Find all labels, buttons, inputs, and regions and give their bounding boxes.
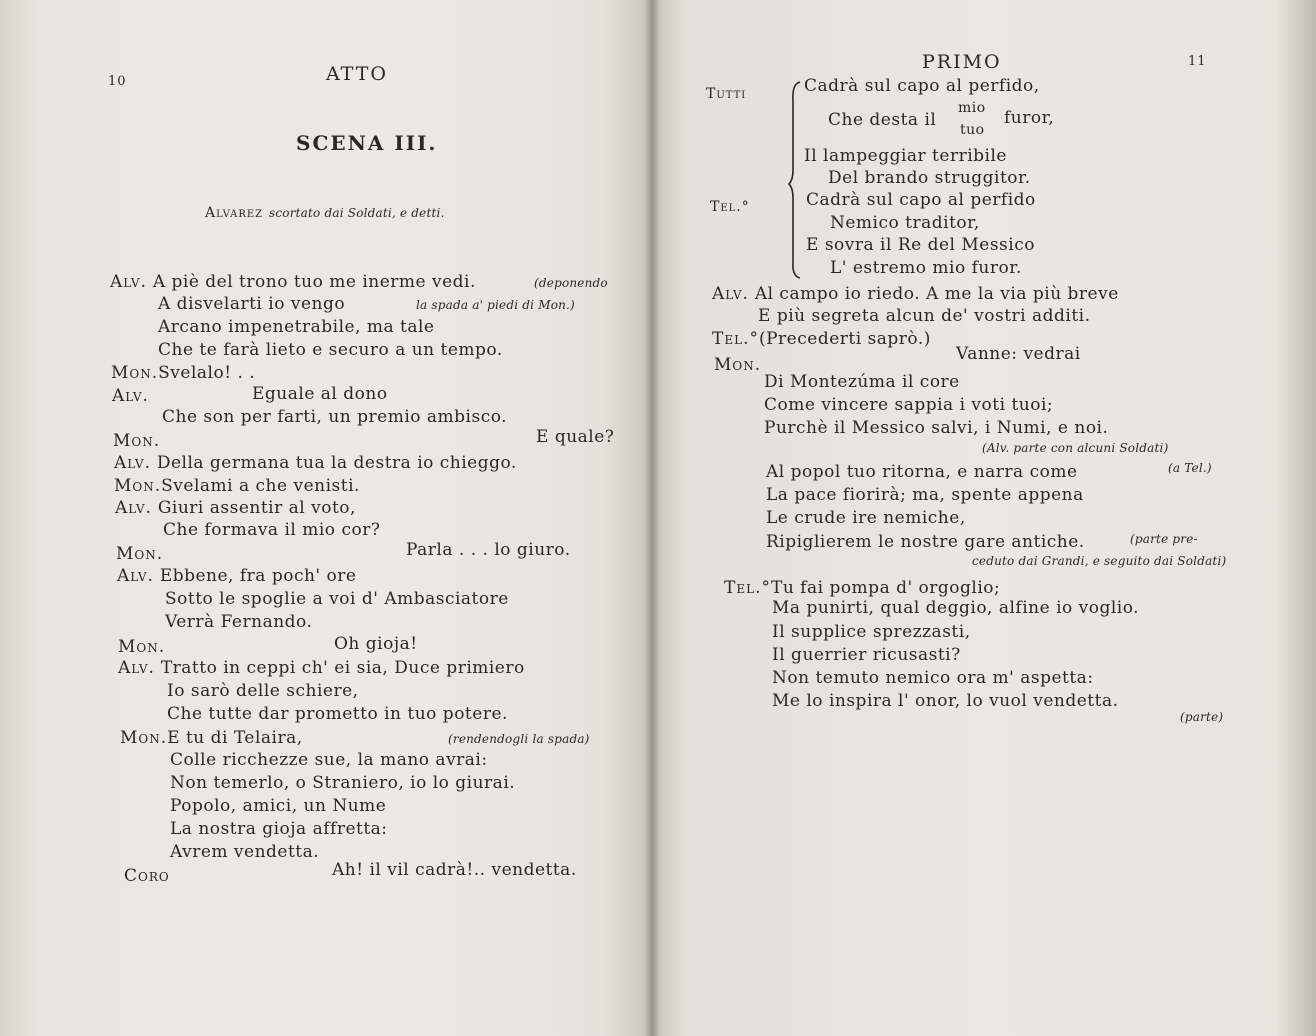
line-text: Ebbene, fra poch' ore <box>159 566 357 586</box>
verse-line: L' estremo mio furor. <box>830 258 1022 278</box>
speaker-name: Alv. <box>110 272 147 292</box>
verse-line <box>120 728 303 748</box>
verse-line: Verrà Fernando. <box>165 612 313 632</box>
verse-line <box>114 476 360 496</box>
line-text: Giuri assentir al voto, <box>157 498 356 518</box>
verse-line: Ripiglierem le nostre gare antiche. <box>766 532 1085 552</box>
line-text: Al campo io riedo. A me la via più breve <box>754 284 1119 304</box>
page-number: 11 <box>1188 54 1207 69</box>
page-number: 10 <box>108 74 127 89</box>
stage-direction <box>205 202 445 223</box>
verse-line: Purchè il Messico salvi, i Numi, e noi. <box>764 418 1109 438</box>
verse-line: Eguale al dono <box>252 384 388 404</box>
speaker-name: Alv. <box>712 284 749 304</box>
speaker-name: Alv. <box>115 498 152 518</box>
verse-line: Del brando struggitor. <box>828 168 1031 188</box>
verse-line: Oh gioja! <box>334 634 418 654</box>
running-head: ATTO <box>326 63 388 85</box>
verse-line: Al popol tuo ritorna, e narra come <box>766 462 1078 482</box>
alt-word: mio <box>958 100 986 116</box>
verse-line: Io sarò delle schiere, <box>167 681 359 701</box>
speaker-name: Mon. <box>114 476 162 496</box>
speaker-name: Mon. <box>118 637 166 657</box>
verse-line: Che formava il mio cor? <box>163 520 381 540</box>
stage-direction-text: scortato dai Soldati, e detti. <box>269 206 445 220</box>
verse-line: furor, <box>1004 108 1055 128</box>
line-text: Della germana tua la destra io chieggo. <box>156 453 517 473</box>
stage-note: la spada a' piedi di Mon.) <box>416 298 575 312</box>
left-page <box>0 0 652 1036</box>
verse-line <box>712 329 931 349</box>
verse-line <box>114 453 517 473</box>
verse-line: Ma punirti, qual deggio, alfine io voglio. <box>772 598 1140 618</box>
verse-line: E più segreta alcun de' vostri additi. <box>758 306 1091 326</box>
verse-line: Avrem vendetta. <box>170 842 320 862</box>
speaker-name: Tel.° <box>712 329 759 349</box>
stage-note: (a Tel.) <box>1168 461 1212 475</box>
verse-line: Il guerrier ricusasti? <box>772 645 961 665</box>
stage-note: (rendendogli la spada) <box>448 732 590 746</box>
verse-line: Che tutte dar prometto in tuo potere. <box>167 704 508 724</box>
speaker-name: Mon. <box>113 431 161 451</box>
line-text: Tratto in ceppi ch' ei sia, Duce primiero <box>160 658 525 678</box>
speaker-name: Tel.° <box>724 578 771 598</box>
verse-line: Non temerlo, o Straniero, io lo giurai. <box>170 773 516 793</box>
brace-icon <box>788 80 802 280</box>
verse-line: Che te farà lieto e securo a un tempo. <box>158 340 503 360</box>
verse-line: Me lo inspira l' onor, lo vuol vendetta. <box>772 691 1119 711</box>
verse-line: La pace fiorirà; ma, spente appena <box>766 485 1084 505</box>
line-text: Svelalo! . . <box>158 363 256 383</box>
verse-line: Il lampeggiar terribile <box>804 146 1007 166</box>
speaker-name: Tutti <box>706 86 747 102</box>
book-gutter <box>644 0 660 1036</box>
verse-line: Vanne: vedrai <box>956 344 1081 364</box>
verse-line: Che son per farti, un premio ambisco. <box>162 407 508 427</box>
line-text: E tu di Telaira, <box>167 728 303 748</box>
verse-line: Arcano impenetrabile, ma tale <box>158 317 435 337</box>
verse-line: Cadrà sul capo al perfido <box>806 190 1036 210</box>
verse-line: Popolo, amici, un Nume <box>170 796 387 816</box>
verse-line <box>118 658 525 678</box>
verse-line: Non temuto nemico ora m' aspetta: <box>772 668 1094 688</box>
verse-line: E sovra il Re del Messico <box>806 235 1035 255</box>
verse-line: Nemico traditor, <box>830 213 980 233</box>
speaker-name: Coro <box>124 866 170 886</box>
verse-line: Sotto le spoglie a voi d' Ambasciatore <box>165 589 509 609</box>
speaker-name: Alv. <box>112 386 149 406</box>
verse-line: Le crude ire nemiche, <box>766 508 966 528</box>
speaker-name: Mon. <box>116 544 164 564</box>
verse-line: Come vincere sappia i voti tuoi; <box>764 395 1054 415</box>
verse-line: Colle ricchezze sue, la mano avrai: <box>170 750 488 770</box>
speaker-name: Alv. <box>117 566 154 586</box>
line-text: A piè del trono tuo me inerme vedi. <box>152 272 476 292</box>
verse-line: Parla . . . lo giuro. <box>406 540 571 560</box>
stage-note: (deponendo <box>534 276 608 290</box>
verse-line: Cadrà sul capo al perfido, <box>804 76 1040 96</box>
speaker-name: Tel.° <box>710 199 750 215</box>
line-text: Tu fai pompa d' orgoglio; <box>770 578 1001 598</box>
verse-line <box>117 566 356 586</box>
verse-line: A disvelarti io vengo <box>158 294 346 314</box>
speaker-name: Alv. <box>114 453 151 473</box>
stage-note: (parte pre- <box>1130 532 1198 546</box>
verse-line <box>115 498 356 518</box>
verse-line <box>724 578 1000 598</box>
right-page <box>652 0 1316 1036</box>
speaker-name: Alvarez <box>205 205 264 221</box>
line-text: (Precederti saprò.) <box>758 329 931 349</box>
verse-line: Ah! il vil cadrà!.. vendetta. <box>332 860 577 880</box>
alt-word: tuo <box>960 122 985 138</box>
stage-note: (Alv. parte con alcuni Soldati) <box>982 441 1169 455</box>
verse-line: E quale? <box>536 427 615 447</box>
verse-line: Di Montezúma il core <box>764 372 960 392</box>
stage-note: ceduto dai Grandi, e seguito dai Soldati) <box>972 554 1227 568</box>
verse-line <box>111 363 255 383</box>
speaker-name: Alv. <box>118 658 155 678</box>
verse-line <box>712 284 1119 304</box>
line-text: Svelami a che venisti. <box>161 476 360 496</box>
speaker-name: Mon. <box>714 355 762 375</box>
verse-line <box>110 272 476 292</box>
running-head: PRIMO <box>922 51 1002 73</box>
verse-line: La nostra gioja affretta: <box>170 819 388 839</box>
verse-line: Il supplice sprezzasti, <box>772 622 971 642</box>
scene-title: SCENA III. <box>296 131 438 155</box>
stage-note: (parte) <box>1180 710 1224 724</box>
verse-line: Che desta il <box>828 110 937 130</box>
speaker-name: Mon. <box>111 363 159 383</box>
speaker-name: Mon. <box>120 728 168 748</box>
